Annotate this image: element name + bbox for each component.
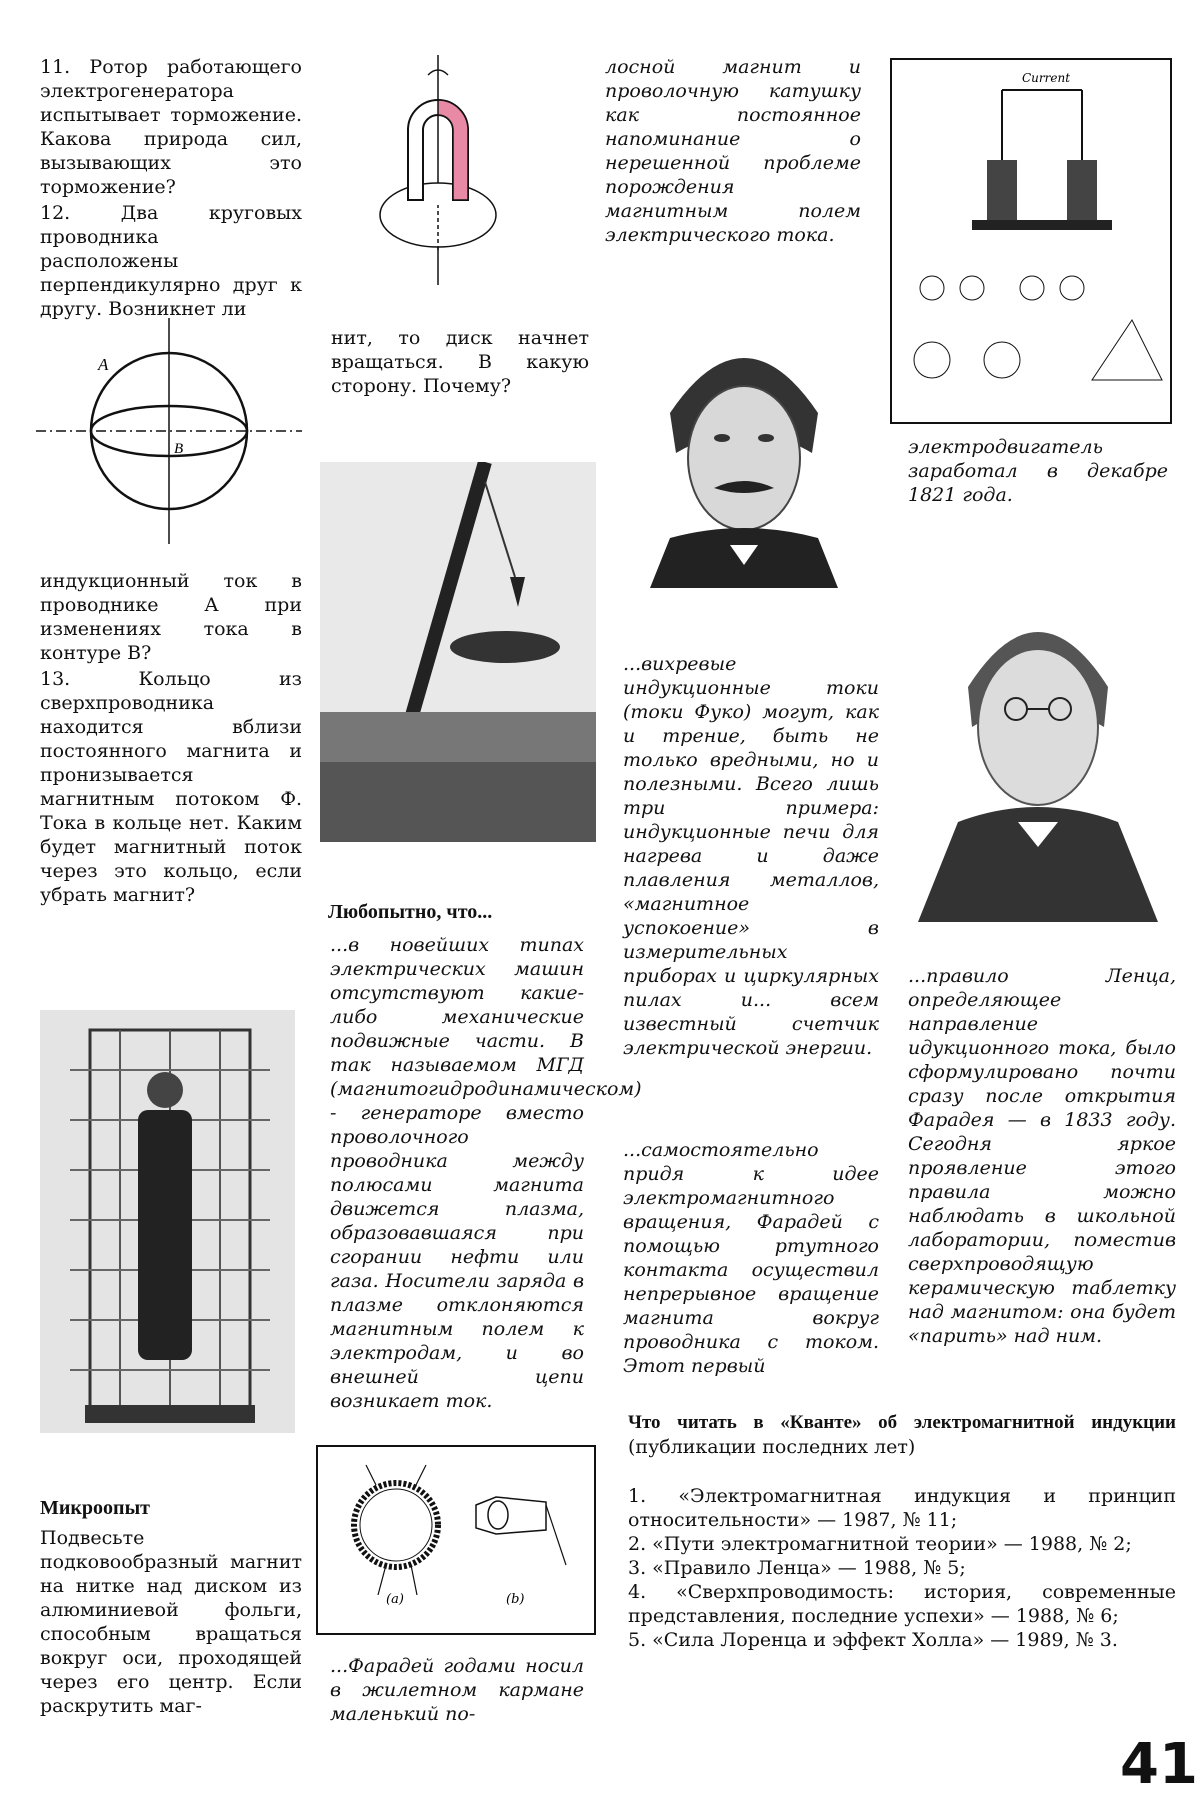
lenz-rule-text: ...правило Ленца, определяющее направление идукционного тока, было сформулировано почти сразу после открытия Фарадея — в 1833 году. Сегодня яркое проявление этого правила можно наблюдать в школьной лаборатории, поместив сверхпроводящую керамическую таблетку над магнитом: она будет «парить» над ним. bbox=[908, 965, 1176, 1347]
electromagnetic-rotation-text: ...самостоятельно придя к идее электромагнитного вращения, Фарадей с помощью ртутного контакта осуществил непрерывное вращение магнита вокруг проводника с током. Этот первый bbox=[623, 1139, 879, 1377]
faraday-ring-sketch bbox=[316, 1445, 596, 1635]
lenz-portrait bbox=[650, 323, 838, 588]
microexperiment-text: Подвесьте подковообразный магнит на нитке над диском из алюминиевой фольги, способным вращаться вокруг оси, проходящей через его центр. Если раскрутить маг- bbox=[40, 1527, 302, 1717]
faraday-rotation-sketch bbox=[890, 58, 1172, 424]
perpendicular-loops-diagram bbox=[36, 318, 302, 544]
loop-b-label: B bbox=[174, 441, 184, 457]
question-12-end: индукционный ток в проводнике A при изменениях тока в контуре B? bbox=[40, 570, 302, 664]
horseshoe-magnet-diagram bbox=[378, 55, 498, 285]
foucault-currents-text: ...вихревые индукционные токи (токи Фуко) могут, как и трение, быть не только вредными, но и полезными. Всего лишь три примера: индукционные печи для нагрева и даже плавления металлов, «магнитное успокоение» в измерительных приборах и циркулярных пилах и... всем известный счетчик электрической энергии. bbox=[623, 653, 879, 1059]
loop-a-label: A bbox=[98, 355, 109, 374]
ring-label-a: (a) bbox=[386, 1592, 404, 1607]
faraday-magnet-continuation: лосной магнит и проволочную катушку как постоянное напоминание о нерешенной проблеме порождения магнитным полем электрического тока. bbox=[605, 56, 861, 246]
question-12-start: 12. Два круговых проводника расположены перпендикулярно друг к другу. Возникнет ли bbox=[40, 202, 302, 320]
curious-text: ...в новейших типах электрических машин отсутствуют какие-либо механические подвижные части. В так называемом МГД (магнитогидродинамическом) - генераторе вместо проволочного проводника между полюсами магнита движется плазма, образовавшаяся при сгорании нефти или газа. Носители заряда в плазме отклоняются магнитным полем к электродам, и во внешней цепи возникает ток. bbox=[330, 934, 642, 1412]
sketch-current-label: Current bbox=[1022, 71, 1071, 85]
reading-item: 4. «Сверхпроводимость: история, современные представления, последние успехи» — 1988, № 6; bbox=[628, 1581, 1176, 1627]
reading-subtitle: (публикации последних лет) bbox=[628, 1436, 916, 1458]
crane-magnet-photo bbox=[320, 462, 596, 842]
reading-list bbox=[628, 1484, 1176, 1652]
microexperiment-continuation: нит, то диск начнет вращаться. В какую сторону. Почему? bbox=[331, 327, 589, 397]
ring-label-b: (b) bbox=[506, 1592, 525, 1607]
motor-caption: электродвигатель заработал в декабре 1821 года. bbox=[908, 436, 1168, 506]
reading-heading bbox=[628, 1410, 1176, 1459]
faraday-portrait bbox=[898, 577, 1176, 922]
question-11: 11. Ротор работающего электрогенератора испытывает торможение. Какова природа сил, вызывающих это торможение? bbox=[40, 56, 302, 198]
reading-title: Что читать в «Кванте» об электромагнитной индукции bbox=[628, 1412, 1176, 1433]
reading-item: 2. «Пути электромагнитной теории» — 1988, № 2; bbox=[628, 1533, 1132, 1555]
question-13: 13. Кольцо из сверхпроводника находится вблизи постоянного магнита и пронизывается магнитным потоком Ф. Тока в кольце нет. Каким будет магнитный поток через это кольцо, если убрать магнит? bbox=[40, 668, 302, 906]
reading-item: 3. «Правило Ленца» — 1988, № 5; bbox=[628, 1557, 966, 1579]
faraday-cage-photo bbox=[40, 1010, 295, 1433]
curious-title: Любопытно, что... bbox=[328, 901, 493, 923]
reading-item: 5. «Сила Лоренца и эффект Холла» — 1989, № 3. bbox=[628, 1629, 1118, 1651]
microexperiment-title: Микроопыт bbox=[40, 1497, 151, 1519]
reading-item: 1. «Электромагнитная индукция и принцип относительности» — 1987, № 11; bbox=[628, 1485, 1176, 1531]
page-number: 41 bbox=[1120, 1732, 1198, 1797]
faraday-pocket-text: ...Фарадей годами носил в жилетном кармане маленький по- bbox=[330, 1655, 584, 1725]
